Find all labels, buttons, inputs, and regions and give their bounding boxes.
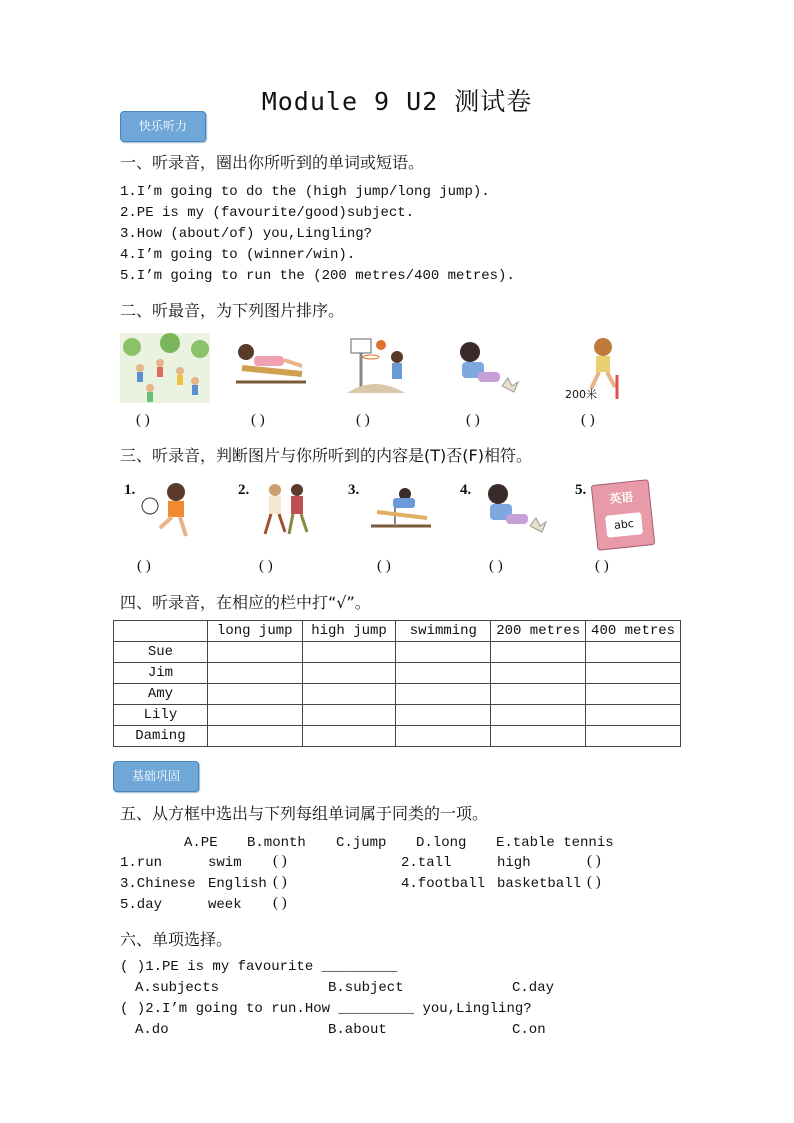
check-cell[interactable]: [396, 726, 491, 747]
check-cell[interactable]: [491, 684, 586, 705]
q6-1-option-c: C.day: [512, 980, 555, 996]
check-cell[interactable]: [207, 663, 302, 684]
q5-4-word: basketball: [497, 876, 582, 892]
pic-number-1: 1.: [124, 482, 136, 498]
long-jump-boy-illustration: [450, 338, 520, 398]
q5-3-label: 3.Chinese: [120, 876, 196, 892]
section1-item-2: 2.PE is my (favourite/good)subject.: [120, 205, 415, 221]
check-cell[interactable]: [586, 684, 681, 705]
row-name-cell: Sue: [114, 642, 208, 663]
q5-1-label: 1.run: [120, 855, 163, 871]
q6-1-option-b: B.subject: [328, 980, 404, 996]
q5-4-label: 4.football: [401, 876, 486, 892]
section2-heading: 二、听最音，为下列图片排序。: [120, 301, 345, 320]
caption-200m: 200米: [565, 388, 597, 401]
q5-3-blank[interactable]: ( ): [273, 874, 287, 890]
section3-heading: 三、听录音，判断图片与你所听到的内容是(T)否(F)相符。: [120, 446, 532, 465]
answer-blank-pic4[interactable]: ( ): [466, 412, 480, 428]
check-cell[interactable]: [302, 642, 396, 663]
section1-item-3: 3.How (about/of) you,Lingling?: [120, 226, 373, 242]
basketball-boy-illustration: [345, 335, 415, 397]
answer-blank-pic3[interactable]: ( ): [356, 412, 370, 428]
q6-1-stem: ( )1.PE is my favourite _________: [120, 959, 398, 975]
section-badge-basics: 基础巩固: [113, 761, 199, 792]
tf-blank-5[interactable]: ( ): [595, 558, 609, 574]
table-header-cell: 200 metres: [491, 621, 586, 642]
q6-2-option-b: B.about: [328, 1022, 387, 1038]
check-cell[interactable]: [302, 705, 396, 726]
section6-heading: 六、单项选择。: [120, 930, 233, 949]
q5-3-word: English: [208, 876, 267, 892]
check-cell[interactable]: [302, 663, 396, 684]
high-jump-girl-illustration: [232, 338, 310, 388]
check-cell[interactable]: [207, 705, 302, 726]
section1-item-5: 5.I’m going to run the (200 metres/400 metres).: [120, 268, 515, 284]
row-name-cell: Jim: [114, 663, 208, 684]
section1-item-4: 4.I’m going to (winner/win).: [120, 247, 356, 263]
table-header-cell: 400 metres: [586, 621, 681, 642]
check-cell[interactable]: [586, 642, 681, 663]
q5-5-word: week: [208, 897, 242, 913]
table-header-row: [114, 621, 681, 642]
q6-2-option-c: C.on: [512, 1022, 546, 1038]
check-cell[interactable]: [302, 726, 396, 747]
q5-4-blank[interactable]: ( ): [587, 874, 601, 890]
page-title: Module 9 U2 测试卷: [261, 87, 533, 116]
check-cell[interactable]: [396, 684, 491, 705]
long-jump-boy-illustration-2: [478, 480, 548, 538]
answer-blank-pic2[interactable]: ( ): [251, 412, 265, 428]
q5-1-word: swim: [208, 855, 242, 871]
option-d: D.long: [416, 835, 467, 851]
row-name-cell: Amy: [114, 684, 208, 705]
q6-2-stem: ( )2.I’m going to run.How _________ you,Lingling?: [120, 1001, 532, 1017]
check-cell[interactable]: [302, 684, 396, 705]
q6-2-option-a: A.do: [135, 1022, 169, 1038]
table-row: [114, 726, 681, 747]
check-cell[interactable]: [207, 726, 302, 747]
option-a: A.PE: [184, 835, 218, 851]
check-cell[interactable]: [491, 705, 586, 726]
check-cell[interactable]: [396, 663, 491, 684]
check-cell[interactable]: [491, 642, 586, 663]
check-cell[interactable]: [491, 663, 586, 684]
q5-1-blank[interactable]: ( ): [273, 853, 287, 869]
pic-number-3: 3.: [348, 482, 360, 498]
section4-heading: 四、听录音，在相应的栏中打“√”。: [120, 593, 371, 612]
q5-5-label: 5.day: [120, 897, 163, 913]
table-row: [114, 705, 681, 726]
row-name-cell: Lily: [114, 705, 208, 726]
q6-1-option-a: A.subjects: [135, 980, 220, 996]
sports-crowd-illustration: [120, 333, 210, 403]
row-name-cell: Daming: [114, 726, 208, 747]
pic-number-2: 2.: [238, 482, 250, 498]
pic-number-4: 4.: [460, 482, 472, 498]
option-b: B.month: [247, 835, 306, 851]
tf-blank-2[interactable]: ( ): [259, 558, 273, 574]
table-header-cell: high jump: [302, 621, 396, 642]
high-jump-boy-illustration: [365, 484, 435, 532]
table-row: [114, 642, 681, 663]
section-badge-listening: 快乐听力: [120, 111, 206, 142]
pic-number-5: 5.: [575, 482, 587, 498]
q5-2-blank[interactable]: ( ): [587, 853, 601, 869]
section1-item-1: 1.I’m going to do the (high jump/long jump).: [120, 184, 490, 200]
section5-heading: 五、从方框中选出与下列每组单词属于同类的一项。: [120, 804, 489, 823]
answer-blank-pic1[interactable]: ( ): [136, 412, 150, 428]
check-cell[interactable]: [586, 663, 681, 684]
book-title: 英语: [608, 489, 634, 507]
check-cell[interactable]: [491, 726, 586, 747]
book-label: abc: [605, 512, 643, 538]
check-cell[interactable]: [586, 705, 681, 726]
football-boy-illustration: [140, 480, 202, 540]
table-row: [114, 684, 681, 705]
table-header-cell: long jump: [207, 621, 302, 642]
section1-heading: 一、听录音，圈出你所听到的单词或短语。: [120, 153, 425, 172]
q5-2-word: high: [497, 855, 531, 871]
table-header-cell: swimming: [396, 621, 491, 642]
option-c: C.jump: [336, 835, 387, 851]
check-cell[interactable]: [207, 642, 302, 663]
english-book-illustration: [591, 479, 656, 551]
check-cell[interactable]: [207, 684, 302, 705]
table-row: [114, 663, 681, 684]
tf-blank-1[interactable]: ( ): [137, 558, 151, 574]
tf-blank-4[interactable]: ( ): [489, 558, 503, 574]
checklist-table: [113, 620, 681, 747]
check-cell[interactable]: [396, 642, 491, 663]
runners-illustration: [255, 480, 317, 540]
option-e: E.table tennis: [496, 835, 614, 851]
check-cell[interactable]: [396, 705, 491, 726]
table-header-cell: [114, 621, 208, 642]
q5-2-label: 2.tall: [401, 855, 452, 871]
q5-5-blank[interactable]: ( ): [273, 895, 287, 911]
check-cell[interactable]: [586, 726, 681, 747]
answer-blank-pic5[interactable]: ( ): [581, 412, 595, 428]
tf-blank-3[interactable]: ( ): [377, 558, 391, 574]
